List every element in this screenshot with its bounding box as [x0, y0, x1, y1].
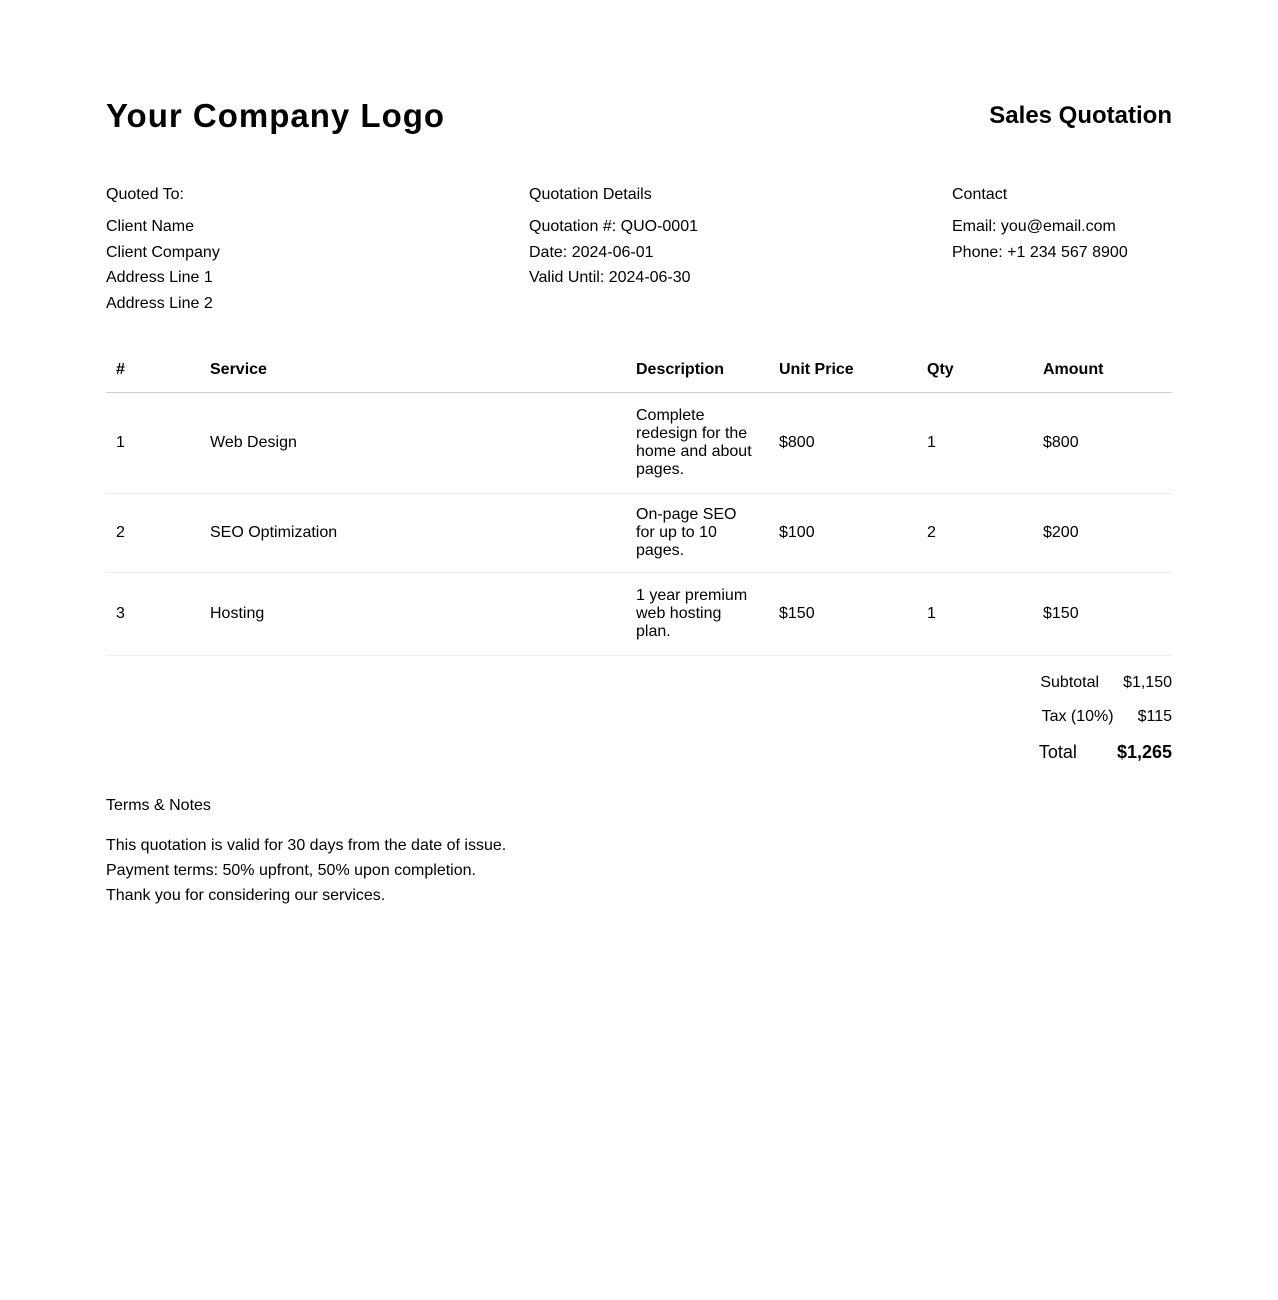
client-address-line-2: Address Line 2 [106, 295, 213, 313]
line-items-table [106, 348, 1172, 656]
tax-value: $115 [1137, 708, 1172, 725]
company-logo: Your Company Logo [106, 97, 446, 134]
cell-number: 2 [106, 494, 200, 573]
total-value: $1,265 [1116, 741, 1172, 762]
cell-number: 3 [106, 573, 200, 656]
table-row [106, 393, 1172, 494]
cell-number: 1 [106, 393, 200, 494]
column-header-service: Service [200, 348, 626, 393]
subtotal-row [1039, 666, 1172, 700]
cell-description: 1 year premium web hosting plan. [626, 573, 769, 656]
quotation-valid-until: Valid Until: 2024-06-30 [529, 269, 691, 287]
totals-section [1039, 666, 1172, 770]
cell-service: Web Design [200, 393, 626, 494]
cell-amount: $800 [1033, 393, 1172, 494]
cell-qty: 1 [917, 573, 1033, 656]
terms-line: This quotation is valid for 30 days from the date of issue. [106, 837, 507, 854]
cell-amount: $150 [1033, 573, 1172, 656]
column-header-amount: Amount [1033, 348, 1172, 393]
table-row [106, 494, 1172, 573]
client-company: Client Company [106, 243, 220, 261]
cell-description: Complete redesign for the home and about pages. [626, 393, 769, 494]
terms-line: Payment terms: 50% upfront, 50% upon completion. [106, 862, 476, 879]
subtotal-value: $1,150 [1123, 674, 1172, 691]
table-header-row [106, 348, 1172, 393]
quotation-details-heading: Quotation Details [529, 186, 652, 203]
total-label: Total [1038, 741, 1077, 762]
terms-heading: Terms & Notes [106, 797, 211, 814]
cell-unit-price: $100 [769, 494, 917, 573]
cell-description: On-page SEO for up to 10 pages. [626, 494, 769, 573]
cell-unit-price: $150 [769, 573, 917, 656]
quotation-number: Quotation #: QUO-0001 [529, 218, 698, 235]
quoted-to-heading: Quoted To: [106, 186, 184, 203]
document-title: Sales Quotation [989, 102, 1172, 129]
column-header-unit-price: Unit Price [769, 348, 917, 393]
document-header [106, 96, 1172, 140]
terms-section [106, 795, 506, 908]
column-header-description: Description [626, 348, 769, 393]
quotation-date: Date: 2024-06-01 [529, 243, 654, 261]
terms-line: Thank you for considering our services. [106, 887, 386, 904]
contact-email: Email: you@email.com [952, 218, 1116, 235]
contact-heading: Contact [952, 186, 1008, 203]
column-header-number: # [106, 348, 200, 393]
cell-qty: 2 [917, 494, 1033, 573]
cell-qty: 1 [917, 393, 1033, 494]
tax-label: Tax (10%) [1041, 708, 1114, 725]
contact-phone: Phone: +1 234 567 8900 [952, 243, 1128, 261]
quotation-details-section [529, 184, 698, 291]
client-address-line-1: Address Line 1 [106, 269, 213, 287]
cell-amount: $200 [1033, 494, 1172, 573]
cell-service: SEO Optimization [200, 494, 626, 573]
tax-row [1039, 700, 1172, 734]
subtotal-label: Subtotal [1040, 674, 1100, 691]
contact-section [952, 184, 1128, 265]
cell-unit-price: $800 [769, 393, 917, 494]
grand-total-row [1039, 734, 1172, 770]
client-name: Client Name [106, 218, 195, 235]
quoted-to-section [106, 184, 220, 317]
cell-service: Hosting [200, 573, 626, 656]
column-header-qty: Qty [917, 348, 1033, 393]
table-row [106, 573, 1172, 656]
